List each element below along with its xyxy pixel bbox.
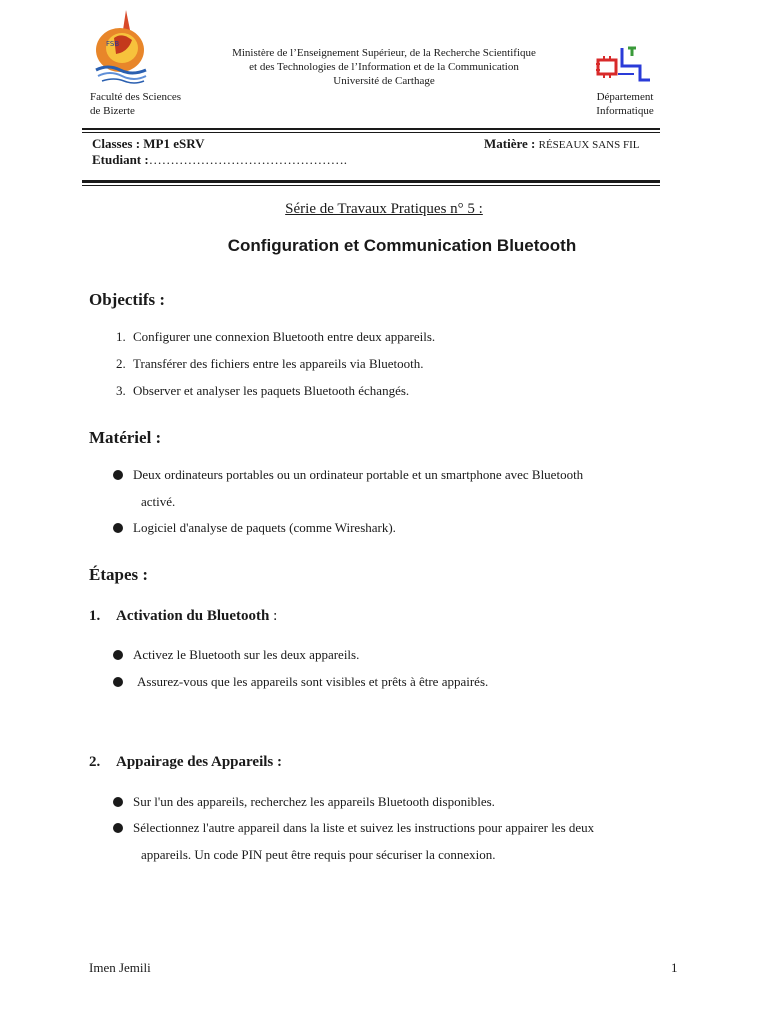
department-name-line2: Informatique <box>596 105 654 117</box>
step-1-item: Activez le Bluetooth sur les deux appareils. <box>133 647 360 662</box>
subject-label: Matière : <box>484 136 539 151</box>
ministry-header <box>170 46 598 88</box>
objective-item: Transférer des fichiers entre les appareils via Bluetooth. <box>133 356 424 371</box>
material-item: Logiciel d'analyse de paquets (comme Wireshark). <box>133 520 396 535</box>
materials-heading: Matériel : <box>89 428 162 447</box>
main-title: Configuration et Communication Bluetooth <box>227 236 577 255</box>
objective-item: Observer et analyser les paquets Bluetooth échangés. <box>133 383 410 398</box>
material-item: Deux ordinateurs portables ou un ordinateur portable et un smartphone avec Bluetooth <box>133 467 584 482</box>
step-2-item-continuation: appareils. Un code PIN peut être requis pour sécuriser la connexion. <box>141 847 496 862</box>
svg-text:FSB: FSB <box>106 40 120 48</box>
step-2-item: Sélectionnez l'autre appareil dans la liste et suivez les instructions pour appairer les deux <box>133 820 595 835</box>
step-title: Appairage des Appareils : <box>116 754 282 770</box>
subject-value: RÉSEAUX SANS FIL <box>538 139 640 151</box>
step-title: Activation du Bluetooth <box>116 608 270 624</box>
faculty-name-line2: de Bizerte <box>90 105 135 117</box>
student-field <box>92 152 347 168</box>
ministry-line3: Université de Carthage <box>333 75 435 87</box>
step-2-item: Sur l'un des appareils, recherchez les appareils Bluetooth disponibles. <box>133 794 495 809</box>
step-1-item: Assurez-vous que les appareils sont visibles et prêts à être appairés. <box>137 674 489 689</box>
divider <box>82 185 660 186</box>
steps-heading: Étapes : <box>89 565 149 584</box>
page-number: 1 <box>671 960 678 975</box>
subject-field <box>484 136 639 152</box>
divider <box>82 132 660 133</box>
divider <box>82 180 660 183</box>
bullet-icon <box>113 823 123 833</box>
footer-author: Imen Jemili <box>89 960 151 975</box>
series-title: Série de Travaux Pratiques n° 5 : <box>285 201 483 217</box>
student-name-blank: ………………………………………. <box>148 152 347 167</box>
step-number: 1. <box>89 608 101 624</box>
classes-label: Classes : <box>92 136 144 151</box>
bullet-icon <box>113 470 123 480</box>
objectives-heading: Objectifs : <box>89 290 166 309</box>
step-2-heading <box>89 754 282 771</box>
ministry-line2: et des Technologies de l’Information et de la Communication <box>249 61 519 73</box>
divider <box>82 128 660 130</box>
department-name-line1: Département <box>596 91 654 103</box>
department-name <box>590 90 660 118</box>
objective-item: Configurer une connexion Bluetooth entre deux appareils. <box>133 329 436 344</box>
student-label: Etudiant : <box>92 152 149 167</box>
objective-number: 1. <box>116 329 126 344</box>
objective-number: 2. <box>116 356 126 371</box>
department-logo <box>594 44 654 82</box>
material-item-continuation: activé. <box>141 494 176 509</box>
faculty-logo <box>92 8 150 86</box>
step-number: 2. <box>89 754 101 770</box>
bullet-icon <box>113 650 123 660</box>
step-title-tail: : <box>269 608 278 624</box>
bullet-icon <box>113 523 123 533</box>
step-1-heading <box>89 608 277 625</box>
faculty-name-line1: Faculté des Sciences <box>90 91 182 103</box>
bullet-icon <box>113 677 123 687</box>
faculty-name <box>90 90 181 118</box>
objective-number: 3. <box>116 383 126 398</box>
ministry-line1: Ministère de l’Enseignement Supérieur, de la Recherche Scientifique <box>232 47 536 59</box>
classes-value: MP1 eSRV <box>143 136 205 151</box>
bullet-icon <box>113 797 123 807</box>
classes-field <box>92 136 205 152</box>
